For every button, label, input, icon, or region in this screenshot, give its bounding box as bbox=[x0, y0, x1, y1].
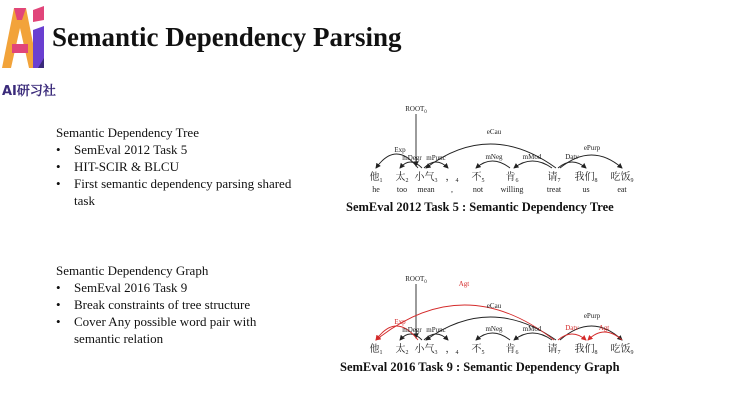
arc-label: mDegr bbox=[402, 326, 422, 334]
word-en: he bbox=[372, 185, 380, 194]
logo-mark-icon bbox=[0, 0, 52, 78]
arc-datv bbox=[558, 334, 586, 340]
graph-figure-caption: SemEval 2016 Task 9 : Semantic Dependency Graph bbox=[340, 360, 620, 374]
word-en: not bbox=[472, 185, 484, 194]
arc-label: Datv bbox=[565, 324, 579, 332]
list-item: • Break constraints of tree structure bbox=[56, 296, 304, 313]
arc-mdegr bbox=[400, 334, 422, 340]
tree-section-heading: Semantic Dependency Tree bbox=[56, 125, 199, 140]
word-zh: 吃饭$_9$ bbox=[610, 172, 634, 184]
arc-label: mMod bbox=[522, 325, 542, 333]
arc-label: ePurp bbox=[583, 144, 601, 152]
arc-agt-secondary bbox=[588, 332, 622, 340]
arc-label: Exp bbox=[394, 318, 406, 326]
arc-label: Agt bbox=[598, 324, 610, 332]
list-item: • First semantic dependency parsing shared task bbox=[56, 175, 304, 209]
arc-datv bbox=[558, 162, 586, 168]
arc-mneg bbox=[476, 333, 510, 340]
logo-text: AI研习社 bbox=[2, 84, 56, 99]
arc-label: mDegr bbox=[402, 154, 422, 162]
word-zh: 小气$_3$ bbox=[414, 344, 438, 356]
word-zh: 肯$_6$ bbox=[505, 172, 519, 184]
arc-mneg bbox=[476, 161, 510, 168]
root-label: $ROOT_0$ bbox=[405, 105, 427, 115]
arc-label: mNeg bbox=[485, 325, 503, 333]
word-zh: 小气$_3$ bbox=[414, 172, 438, 184]
page-title: Semantic Dependency Parsing bbox=[52, 22, 402, 52]
arc-label: mPunc bbox=[426, 154, 446, 162]
word-zh: 请$_7$ bbox=[547, 172, 561, 184]
tree-bullet-list bbox=[56, 141, 304, 209]
arc-label: mNeg bbox=[485, 153, 503, 161]
word-zh: ，$_4$ bbox=[445, 172, 459, 184]
arc-label: mMod bbox=[522, 153, 542, 161]
arc-label: Agt bbox=[458, 280, 470, 288]
arc-mdegr bbox=[400, 162, 422, 168]
list-item: • SemEval 2016 Task 9 bbox=[56, 279, 304, 296]
tree-section bbox=[56, 125, 304, 209]
word-zh: 太$_2$ bbox=[395, 344, 409, 356]
word-en: us bbox=[582, 185, 590, 194]
word-zh: 请$_7$ bbox=[547, 344, 561, 356]
word-zh: ，$_4$ bbox=[445, 344, 459, 356]
word-zh: 他$_1$ bbox=[369, 344, 383, 356]
word-en: eat bbox=[617, 185, 627, 194]
word-en: treat bbox=[546, 185, 562, 194]
graph-bullet-list bbox=[56, 279, 304, 347]
list-item: • Cover Any possible word pair with semantic relation bbox=[56, 313, 304, 347]
word-zh: 太$_2$ bbox=[395, 172, 409, 184]
ai-yanxishe-logo bbox=[0, 0, 52, 78]
arc-label: Datv bbox=[565, 153, 579, 161]
arc-mmod bbox=[514, 161, 552, 168]
word-zh: 他$_1$ bbox=[369, 172, 383, 184]
graph-section bbox=[56, 263, 304, 347]
dependency-tree-figure bbox=[360, 100, 650, 196]
arc-label: Exp bbox=[394, 146, 406, 154]
word-en: , bbox=[451, 185, 453, 194]
list-item: • HIT-SCIR & BLCU bbox=[56, 158, 304, 175]
word-zh: 肯$_6$ bbox=[505, 344, 519, 356]
arc-label: ePurp bbox=[583, 312, 601, 320]
word-zh: 我们$_8$ bbox=[574, 344, 598, 356]
graph-section-heading: Semantic Dependency Graph bbox=[56, 263, 209, 278]
arc-label: eCau bbox=[486, 128, 502, 136]
tree-figure-caption: SemEval 2012 Task 5 : Semantic Dependency Tree bbox=[346, 200, 614, 214]
list-item: • SemEval 2012 Task 5 bbox=[56, 141, 304, 158]
word-en: willing bbox=[500, 185, 524, 194]
word-en: too bbox=[396, 185, 408, 194]
word-zh: 吃饭$_9$ bbox=[610, 344, 634, 356]
arc-label: eCau bbox=[486, 302, 502, 310]
word-en: mean bbox=[417, 185, 435, 194]
dependency-graph-figure bbox=[360, 272, 650, 358]
word-zh: 不$_5$ bbox=[471, 344, 485, 356]
root-label: $ROOT_0$ bbox=[405, 275, 427, 285]
word-zh: 我们$_8$ bbox=[574, 172, 598, 184]
arc-label: mPunc bbox=[426, 326, 446, 334]
word-zh: 不$_5$ bbox=[471, 172, 485, 184]
